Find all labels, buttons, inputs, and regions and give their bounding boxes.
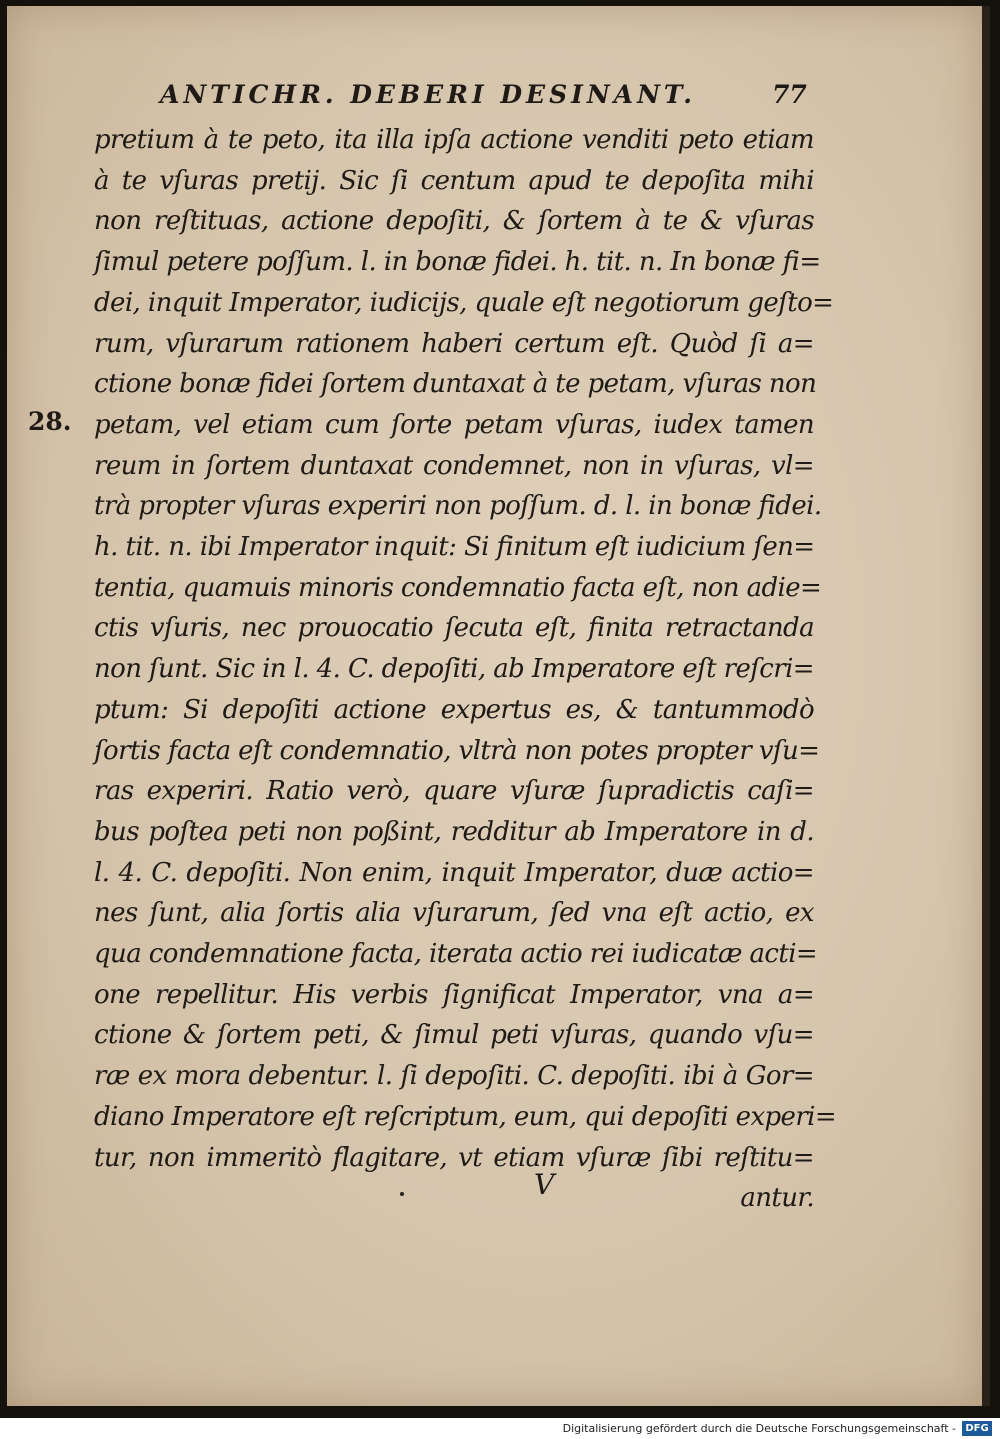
text-line: tentia, quamuis minoris condemnatio facta eſt, non adie= [94,572,822,603]
text-line: ctione & ſortem peti, & ſimul peti vſuras, quando vſu= [94,1020,814,1051]
text-line: ctis vſuris, nec prouocatio ſecuta eſt, finita retractanda [94,613,814,644]
page-number: 77 [772,80,807,109]
running-head: ANTICHR. DEBERI DESINANT. [160,80,697,109]
text-line: ſortis facta eſt condemnatio, vltrà non potes propter vſu= [94,735,820,766]
text-line: trà propter vſuras experiri non poſſum. d. l. in bonæ fidei. [94,491,822,522]
text-line: diano Imperatore eſt reſcriptum, eum, qui depoſiti experi= [94,1101,837,1132]
margin-note: 28. [28,407,72,436]
text-line: ptum: Si depoſiti actione expertus es, & tantummodò [94,694,814,725]
text-line: l. 4. C. depoſiti. Non enim, inquit Imperator, duæ actio= [94,857,814,888]
text-line: rum, vſurarum rationem haberi certum eſt. Quòd ſi a= [94,328,814,359]
text-line: nes ſunt, alia ſortis alia vſurarum, ſed vna eſt actio, ex [94,898,814,929]
text-line: dei, inquit Imperator, iudicijs, quale eſt negotiorum geſto= [94,287,834,318]
funding-notice: Digitalisierung gefördert durch die Deutsche Forschungsgemeinschaft - [562,1422,956,1435]
text-line: non ſunt. Sic in l. 4. C. depoſiti, ab Imperatore eſt reſcri= [94,654,814,685]
text-line: ctione bonæ fidei ſortem duntaxat à te petam, vſuras non [94,369,817,400]
text-line: ras experiri. Ratio verò, quare vſuræ ſupradictis caſi= [94,776,814,807]
text-line: bus poſtea peti non poßint, redditur ab Imperatore in d. [94,816,814,847]
signature-mark: V [534,1168,555,1201]
catchword: antur. [740,1183,814,1214]
ink-speck [400,1192,404,1196]
page-edge [982,6,990,1406]
text-line: ræ ex mora debentur. l. ſi depoſiti. C. depoſiti. ibi à Gor= [94,1061,814,1092]
text-line: non reſtituas, actione depoſiti, & ſortem à te & vſuras [94,206,814,237]
text-line: tur, non immeritò flagitare, vt etiam vſuræ ſibi reſtitu= [94,1142,814,1173]
text-line: reum in ſortem duntaxat condemnet, non in vſuras, vl= [94,450,814,481]
text-line: qua condemnatione facta, iterata actio rei iudicatæ acti= [94,939,818,970]
text-line: one repellitur. His verbis ſignificat Imperator, vna a= [94,979,814,1010]
text-line: petam, vel etiam cum ſorte petam vſuras, iudex tamen [94,409,814,440]
text-line: h. tit. n. ibi Imperator inquit: Si finitum eſt iudicium ſen= [94,532,815,563]
text-line: ſimul petere poſſum. l. in bonæ fidei. h. tit. n. In bonæ fi= [94,247,821,278]
dfg-logo: DFG [962,1421,992,1436]
body-text [94,120,837,1219]
text-line: à te vſuras pretij. Sic ſi centum apud te depoſita mihi [94,165,814,196]
text-line: pretium à te peto, ita illa ipſa actione venditi peto etiam [94,125,814,155]
